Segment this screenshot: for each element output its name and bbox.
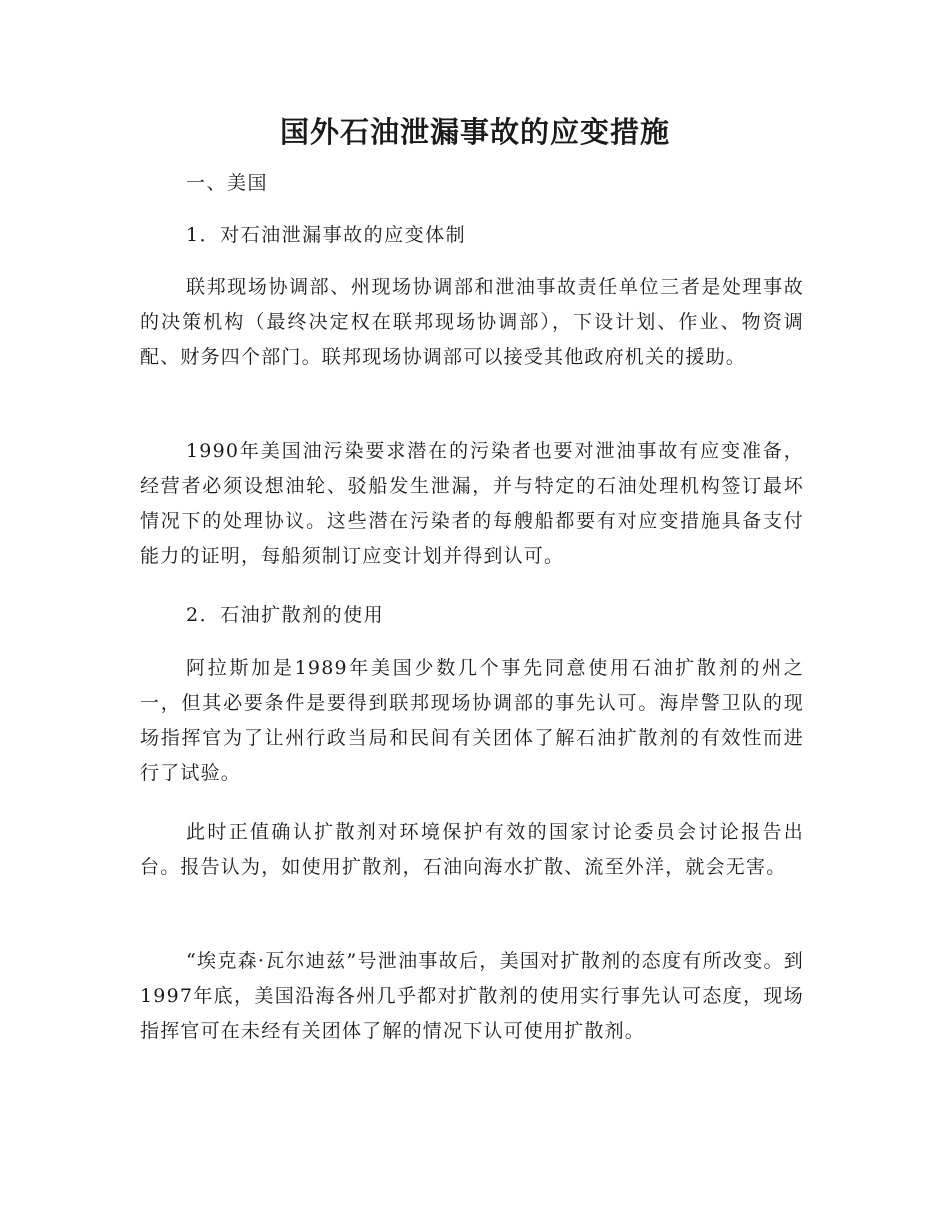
paragraph-committee-report: 此时正值确认扩散剂对环境保护有效的国家讨论委员会讨论报告出台。报告认为，如使用扩散剂，石油向海水扩散、流至外洋，就会无害。	[140, 821, 804, 878]
document-title: 国外石油泄漏事故的应变措施	[279, 115, 670, 149]
section-heading-usa: 一、美国	[186, 172, 269, 194]
paragraph-oil-pollution-act: 1990年美国油污染要求潜在的污染者也要对泄油事故有应变准备，经营者必须设想油轮、驳船发生泄漏，并与特定的石油处理机构签订最坏情况下的处理协议。这些潜在污染者的每艘船都要有对应变措施具备支付能力的证明，每船须制订应变计划并得到认可。	[140, 440, 804, 567]
paragraph-exxon-valdez: “埃克森·瓦尔迪兹”号泄油事故后，美国对扩散剂的态度有所改变。到1997年底，美国沿海各州几乎都对扩散剂的使用实行事先认可态度，现场指挥官可在未经有关团体了解的情况下认可使用扩散剂。	[140, 950, 804, 1042]
paragraph-alaska-dispersant: 阿拉斯加是1989年美国少数几个事先同意使用石油扩散剂的州之一，但其必要条件是要得到联邦现场协调部的事先认可。海岸警卫队的现场指挥官为了让州行政当局和民间有关团体了解石油扩散剂的有效性而进行了试验。	[140, 657, 804, 784]
subsection-heading-response-system: 1．对石油泄漏事故的应变体制	[186, 224, 467, 246]
paragraph-response-structure: 联邦现场协调部、州现场协调部和泄油事故责任单位三者是处理事故的决策机构（最终决定权在联邦现场协调部），下设计划、作业、物资调配、财务四个部门。联邦现场协调部可以接受其他政府机关的援助。	[140, 276, 804, 368]
subsection-heading-dispersant-use: 2．石油扩散剂的使用	[186, 604, 385, 626]
